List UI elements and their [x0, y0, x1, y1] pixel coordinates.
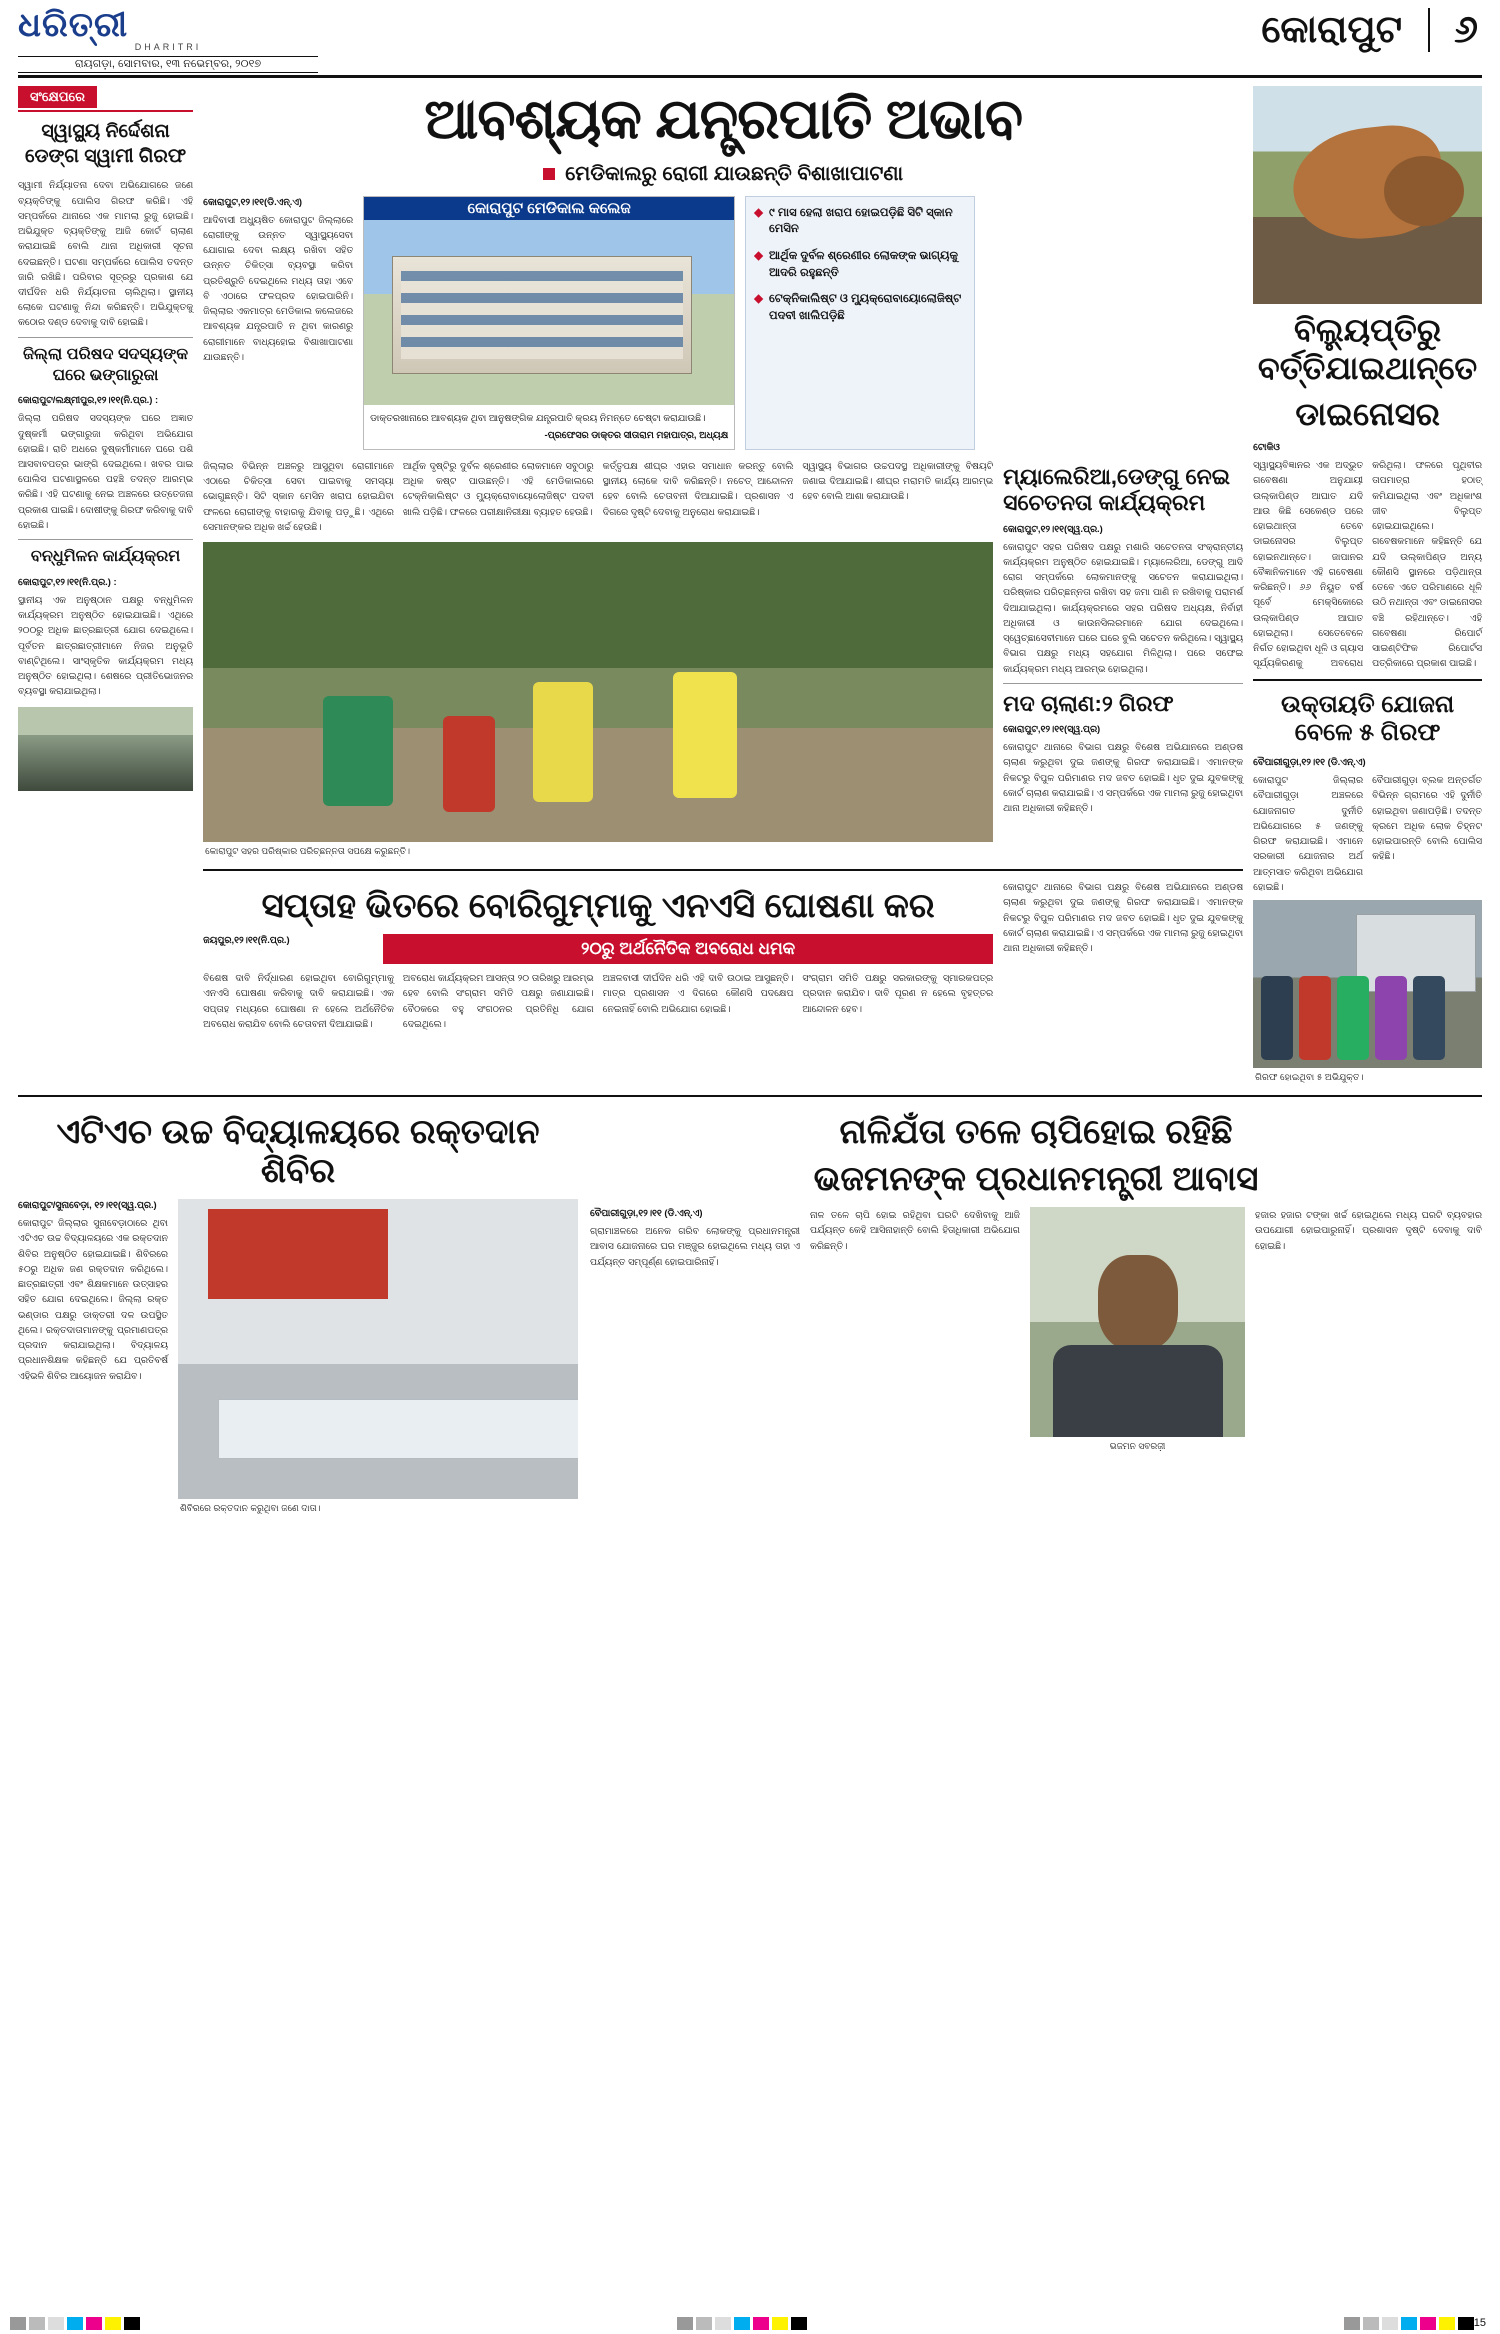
lead-row: [203, 196, 1243, 450]
ncs-story: [203, 879, 993, 1031]
malaria-dateline: କୋରାପୁଟ,୧୨।୧୧(ସ୍ୱ.ପ୍ର.): [1003, 522, 1103, 534]
color-swatch: [696, 2317, 712, 2330]
ncs-banner-row: [203, 934, 993, 964]
arrest-photo-caption: ଗିରଫ ହୋଇଥିବା ୫ ଅଭିଯୁକ୍ତ।: [1255, 1072, 1364, 1082]
photo-quote-block: [364, 405, 734, 449]
house-dateline: ବୈପାରୀଗୁଡ଼ା,୧୨।୧୧ (ଡି.ଏନ୍.ଏ): [590, 1207, 703, 1219]
color-swatch: [1439, 2317, 1455, 2330]
blood-row: [18, 1199, 578, 1518]
ncs-dateline: ଜୟପୁର,୧୨।୧୧(ନି.ପ୍ର.): [203, 934, 290, 946]
color-swatch: [677, 2317, 693, 2330]
color-swatch: [29, 2317, 45, 2330]
divider: [18, 539, 193, 540]
color-swatch: [1401, 2317, 1417, 2330]
house-text: ନାଳ ତଳେ ଚାପି ହୋଇ ରହିଥିବା ଘରଟି ଦେଖିବାକୁ ଆଜି ପର୍ଯ୍ୟନ୍ତ କେହି ଆସିନାହାନ୍ତି ବୋଲି ହିତାଧିକାରୀ ଅଭିଯୋଗ କରିଛନ୍ତି।: [810, 1209, 1020, 1251]
dino-headline-line2: ଡାଇନୋସର: [1295, 395, 1440, 432]
person-shape: [443, 716, 495, 812]
scheme-dateline: ବୈପାରୀଗୁଡ଼ା,୧୨।୧୧ (ଡି.ଏନ୍.ଏ): [1253, 756, 1366, 768]
ncs-row: [203, 879, 1243, 1031]
brief-dateline: କୋରାପୁଟ,୧୨।୧୧(ନି.ପ୍ର.) :: [18, 575, 117, 587]
key-point-text: ଆର୍ଥିକ ଦୁର୍ବଳ ଶ୍ରେଣୀର ଲୋକଙ୍କ ଭାଗ୍ୟକୁ ଆଦରି ରହୁଛନ୍ତି: [769, 250, 959, 279]
house-story: [590, 1105, 1482, 1518]
color-swatch: [1458, 2317, 1474, 2330]
color-swatch: [715, 2317, 731, 2330]
photo-quote: ଡାକ୍ତରଖାନାରେ ଆବଶ୍ୟକ ଥିବା ଆନୁଷଙ୍ଗିକ ଯନ୍ତ୍ରପାତି କ୍ରୟ ନିମନ୍ତେ ଚେଷ୍ଟା କରାଯାଉଛି।: [370, 411, 706, 423]
brief-text: ସ୍ୱାମୀ ନିର୍ଯ୍ୟାତନା ଦେବା ଅଭିଯୋଗରେ ଜଣେ ବ୍ୟକ୍ତିଙ୍କୁ ପୋଲିସ ଗିରଫ କରିଛି। ଏହି ସମ୍ପର୍କରେ ଥାନାରେ ଏକ ମାମଲା ରୁଜୁ ହୋଇଛି। ଅଭିଯୁକ୍ତ ବ୍ୟକ୍ତିଙ୍କୁ ଆଜି କୋର୍ଟ ଚାଲାଣ କରାଯାଇଛି ବୋଲି ଥାନା ଅଧିକାରୀ ସୂଚନା ଦେଇଛନ୍ତି। ଘଟଣା ସମ୍ପର୍କରେ ପୋଲିସ ତଦନ୍ତ ଜାରି ରଖିଛି। ପରିବାର ସୂତ୍ରରୁ ପ୍ରକାଶ ଯେ ଦୀର୍ଘଦିନ ଧରି ନିର୍ଯ୍ୟାତନା ଚାଲିଥିଲା। ସ୍ଥାନୀୟ ଲୋକେ ଘଟଣାକୁ ନିନ୍ଦା କରିଛନ୍ତି। ଅଭିଯୁକ୍ତକୁ କଠୋର ଦଣ୍ଡ ଦେବାକୁ ଦାବି ହୋଇଛି।: [18, 179, 194, 328]
blood-dateline: କୋରାପୁଟ/ସୁନାବେଡ଼ା, ୧୨।୧୧(ସ୍ୱ.ପ୍ର.): [18, 1199, 157, 1211]
para: ଆର୍ଥିକ ଦୃଷ୍ଟିରୁ ଦୁର୍ବଳ ଶ୍ରେଣୀର ଲୋକମାନେ ସବୁଠାରୁ ଅଧିକ କଷ୍ଟ ପାଉଛନ୍ତି। ଏହି ମେଡିକାଲରେ ଟେକ୍ନିକାଲିଷ୍ଟ ଓ ମ୍ୟୁକ୍ରୋବାୟୋଲୋଜିଷ୍ଟ ପଦବୀ ଖାଲି ପଡ଼ିଛି। ଫଳରେ ପରୀକ୍ଷାନିରୀକ୍ଷା ବ୍ୟାହତ ହେଉଛି।: [402, 459, 594, 517]
diamond-icon: ◆: [754, 206, 763, 219]
lead-subhead: ମେଡିକାଲରୁ ରୋଗୀ ଯାଉଛନ୍ତି ବିଶାଖାପାଟଣା: [565, 162, 904, 185]
blood-photo-col: [178, 1199, 578, 1518]
person-shape: [673, 672, 737, 798]
key-point-text: ଟେକ୍ନିକାଲିଷ୍ଟ ଓ ମ୍ୟୁକ୍ରୋବାୟୋଲୋଜିଷ୍ଟ ପଦବୀ ଖାଲିପଡ଼ିଛି: [769, 293, 962, 323]
masthead-logo-block: [18, 8, 318, 73]
footer-colorbar: [0, 2312, 1500, 2334]
divider: [203, 869, 1243, 871]
color-swatch: [753, 2317, 769, 2330]
house-text-col: [590, 1207, 800, 1456]
divider: [1253, 679, 1482, 681]
para: ବିଶେଷ ଦାବି ନିର୍ଦ୍ଧାରଣ ହୋଇଥିବା ବୋରିଗୁମ୍ମାକୁ ଏନଏସି ଘୋଷଣା କରିବାକୁ ଦାବି କରାଯାଇଛି। ଏକ ସପ୍ତାହ ମଧ୍ୟରେ ଘୋଷଣା ନ ହେଲେ ଅର୍ଥନୈତିକ ଅବରୋଧ କରାଯିବ ବୋଲି ଚେତାବନୀ ଦିଆଯାଇଛି।: [203, 972, 394, 1029]
para: ଜିଲ୍ଲାର ବିଭିନ୍ନ ଅଞ୍ଚଳରୁ ଆସୁଥିବା ରୋଗୀମାନେ ଏଠାରେ ଚିକିତ୍ସା ସେବା ପାଇବାକୁ ସମସ୍ୟା ଭୋଗୁଛନ୍ତି। ସିଟି ସ୍କାନ ମେସିନ ଖରାପ ହୋଇଯିବା ଫଳରେ ରୋଗୀଙ୍କୁ ବାହାରକୁ ଯିବାକୁ ପଡ଼ୁଛି। ଏଥିରେ ସେମାନଙ୍କର ଅଧିକ ଖର୍ଚ୍ଚ ହେଉଛି।: [203, 459, 394, 532]
lead-continuation-row: [203, 458, 1243, 861]
lead-continuation-text: [203, 458, 993, 534]
medical-college-photo-box: [363, 196, 735, 450]
color-swatch: [67, 2317, 83, 2330]
lead-subhead-row: [203, 163, 1243, 186]
masthead-logo-subtitle: DHARITRI: [134, 41, 202, 52]
lead-headline: ଆବଶ୍ୟକ ଯନ୍ତ୍ରପାତି ଅଭାବ: [424, 87, 1023, 150]
person-shape: [1375, 976, 1407, 1060]
footer-page-number: 15: [1473, 2317, 1486, 2329]
divider: [18, 337, 193, 338]
edition-name: କୋରାପୁଟ: [1261, 9, 1403, 51]
color-swatch: [1344, 2317, 1360, 2330]
brief-text: ଜିଲ୍ଲା ପରିଷଦ ସଦସ୍ୟଙ୍କ ଘରେ ଅଜ୍ଞାତ ଦୁଷ୍କର୍ମୀ ଭଙ୍ଗାରୁଜା କରିଥିବା ଅଭିଯୋଗ ହୋଇଛି। ରାତି ଅଧରେ ଦୁଷ୍କର୍ମୀମାନେ ଘରେ ପଶି ଆସବାବପତ୍ର ଭାଙ୍ଗି ଦେଇଥିଲେ। ଖବର ପାଇ ପୋଲିସ ଘଟଣାସ୍ଥଳରେ ପହଞ୍ଚି ତଦନ୍ତ ଆରମ୍ଭ କରିଛି। ଏହି ଘଟଣାକୁ ନେଇ ଅଞ୍ଚଳରେ ଉତ୍ତେଜନା ପ୍ରକାଶ ପାଇଛି। ଦୋଷୀଙ୍କୁ ଗିରଫ କରିବାକୁ ଦାବି ହୋଇଛି।: [18, 412, 194, 530]
key-point: [754, 291, 966, 324]
left-column: [18, 86, 193, 1087]
blood-donation-photo: [178, 1199, 578, 1499]
page-number: ୬: [1428, 8, 1478, 52]
briefs-rule: [18, 110, 193, 112]
dinosaur-photo: [1253, 86, 1482, 304]
center-side-column: [1003, 458, 1243, 861]
lead-text-column: [203, 196, 353, 450]
dino-dateline: ଟୋକିଓ: [1253, 441, 1280, 453]
center-column: [203, 86, 1243, 1087]
ncs-dateline-block: [203, 934, 373, 950]
swatches-mid: [677, 2317, 807, 2330]
edition-block: [1261, 8, 1482, 52]
color-swatch: [10, 2317, 26, 2330]
blood-photo-caption: ଶିବିରରେ ରକ୍ତଦାନ କରୁଥିବା ଜଣେ ଦାତା।: [180, 1503, 321, 1514]
photo-label: କୋରାପୁଟ ମେଡିକାଲ କଲେଜ: [364, 197, 734, 220]
cleanliness-drive-photo: [203, 542, 993, 842]
bullet-square-icon: [543, 168, 555, 180]
color-swatch: [1382, 2317, 1398, 2330]
blood-headline: ଏଟିଏଚ ଉଚ୍ଚ ବିଦ୍ୟାଳୟରେ ରକ୍ତଦାନ ଶିବିର: [56, 1113, 540, 1191]
lead-continuation: [203, 458, 993, 861]
para: ଅଞ୍ଚଳବାସୀ ଦୀର୍ଘଦିନ ଧରି ଏହି ଦାବି ଉଠାଇ ଆସୁଛନ୍ତି। ମାତ୍ର ପ୍ରଶାସନ ଏ ଦିଗରେ କୌଣସି ପଦକ୍ଷେପ ନେଇନାହିଁ ବୋଲି ଅଭିଯୋଗ ହୋଇଛି।: [602, 972, 794, 1014]
arrest-photo: [1253, 900, 1482, 1068]
blood-donation-story: [18, 1105, 578, 1518]
brief-item: [18, 120, 193, 330]
lead-text: ଆଦିବାସୀ ଅଧ୍ୟୁଷିତ କୋରାପୁଟ ଜିଲ୍ଲାରେ ରୋଗୀଙ୍କୁ ଉନ୍ନତ ସ୍ୱାସ୍ଥ୍ୟସେବା ଯୋଗାଇ ଦେବା ଲକ୍ଷ୍ୟ ରଖିବା ସହିତ ଉନ୍ନତ ଚିକିତ୍ସା ବ୍ୟବସ୍ଥା କରିବା ପ୍ରତିଶ୍ରୁତି ଦେଇଥିଲେ ମଧ୍ୟ ତାହା ଏବେ ବି ଏଠାରେ ଫଳପ୍ରଦ ହୋଇପାରିନି। ଜିଲ୍ଲାର ଏକମାତ୍ର ମେଡିକାଲ କଲେଜରେ ଆବଶ୍ୟକ ଯନ୍ତ୍ରପାତି ନ ଥିବା କାରଣରୁ ରୋଗୀମାନେ ବାଧ୍ୟହୋଇ ବିଶାଖାପାଟଣା ଯାଉଛନ୍ତି।: [203, 213, 354, 362]
poster-shape: [208, 1209, 388, 1299]
swatches-right: [1344, 2317, 1474, 2330]
house-text: ଗ୍ରାମାଞ୍ଚଳରେ ଅନେକ ଗରିବ ଲୋକଙ୍କୁ ପ୍ରଧାନମନ୍ତ୍ରୀ ଆବାସ ଯୋଜନାରେ ଘର ମଞ୍ଜୁର ହୋଇଥିଲେ ମଧ୍ୟ ତାହା ଏ ପର୍ଯ୍ୟନ୍ତ ସମ୍ପୂର୍ଣ୍ଣ ହୋଇପାରିନାହିଁ।: [590, 1225, 800, 1267]
color-swatch: [772, 2317, 788, 2330]
para: କର୍ତ୍ତୃପକ୍ଷ ଶୀଘ୍ର ଏହାର ସମାଧାନ କରନ୍ତୁ ବୋଲି ସ୍ଥାନୀୟ ଲୋକେ ଦାବି କରିଛନ୍ତି। ନଚେତ୍ ଆନ୍ଦୋଳନ ହେବ ବୋଲି ଚେତାବନୀ ଦିଆଯାଇଛି। ପ୍ରଶାସନ ଏ ଦିଗରେ ଦୃଷ୍ଟି ଦେବାକୁ ଅନୁରୋଧ କରାଯାଇଛି।: [602, 459, 794, 517]
color-swatch: [124, 2317, 140, 2330]
blood-text: କୋରାପୁଟ ଜିଲ୍ଲାର ସୁନାବେଡ଼ାଠାରେ ଥିବା ଏଟିଏଚ ଉଚ୍ଚ ବିଦ୍ୟାଳୟରେ ଏକ ରକ୍ତଦାନ ଶିବିର ଅନୁଷ୍ଠିତ ହୋଇଯାଇଛି। ଶିବିରରେ ୫୦ରୁ ଅଧିକ ଜଣ ରକ୍ତଦାନ କରିଥିଲେ। ଛାତ୍ରଛାତ୍ରୀ ଏବଂ ଶିକ୍ଷକମାନେ ଉତ୍ସାହର ସହିତ ଯୋଗ ଦେଇଥିଲେ। ଜିଲ୍ଲା ରକ୍ତ ଭଣ୍ଡାର ପକ୍ଷରୁ ଡାକ୍ତରୀ ଦଳ ଉପସ୍ଥିତ ଥିଲେ। ରକ୍ତଦାତାମାନଙ୍କୁ ପ୍ରମାଣପତ୍ର ପ୍ରଦାନ କରାଯାଇଥିଲା। ବିଦ୍ୟାଳୟ ପ୍ରଧାନଶିକ୍ଷକ କହିଛନ୍ତି ଯେ ପ୍ରତିବର୍ଷ ଏହିଭଳି ଶିବିର ଆୟୋଜନ କରାଯିବ।: [18, 1217, 168, 1381]
dino-headline-line1: ବିଲ୍ୟୁପ୍ତିରୁ ବର୍ତ୍ତିଯାଇଥାନ୍ତେ: [1257, 312, 1478, 386]
key-point-text: ୯ ମାସ ହେଲା ଖରାପ ହୋଇପଡ଼ିଛି ସିଟି ସ୍କାନ ମେସିନ: [769, 206, 953, 236]
photo-quote-signature: -ପ୍ରଫେସର ଡାକ୍ତର ସୀତାରାମ ମହାପାତ୍ର, ଅଧ୍ୟକ୍ଷ: [544, 429, 729, 441]
brief-item: [18, 345, 193, 532]
beneficiary-photo-caption: ଭଜମନ ସବରଜ଼ୀ: [1109, 1441, 1166, 1452]
building-shape: [392, 256, 692, 374]
person-torso-shape: [1053, 1345, 1223, 1437]
lead-dateline: କୋରାପୁଟ,୧୨।୧୧(ଡି.ଏନ୍.ଏ): [203, 195, 303, 207]
para: କୋରାପୁଟ ଜିଲ୍ଲାର ବୈପାରୀଗୁଡ଼ା ଅଞ୍ଚଳରେ ଯୋଜନାଗତ ଦୁର୍ନୀତି ଅଭିଯୋଗରେ ୫ ଜଣଙ୍କୁ ଗିରଫ କରାଯାଇଛି। ଏମାନେ ସରକାରୀ ଯୋଜନାର ଅର୍ଥ ଆତ୍ମସାତ କରିଥିବା ଅଭିଯୋଗ ହୋଇଛି।: [1253, 774, 1364, 892]
right-column: [1253, 86, 1482, 1087]
photo-background: [203, 542, 993, 842]
house-photo-col: [1030, 1207, 1245, 1456]
color-swatch: [105, 2317, 121, 2330]
house-headline-line2: ଭଜମନଙ୍କ ପ୍ରଧାନମନ୍ତ୍ରୀ ଆବାସ: [813, 1160, 1259, 1199]
color-swatch: [734, 2317, 750, 2330]
color-swatch: [1420, 2317, 1436, 2330]
brief-item: [18, 547, 193, 698]
color-swatch: [86, 2317, 102, 2330]
malaria-headline: ମ୍ୟାଲେରିଆ,ଡେଙ୍ଗୁ ନେଇ ସଚେତନତା କାର୍ଯ୍ୟକ୍ରମ: [1003, 463, 1231, 516]
blood-text-col: [18, 1199, 168, 1518]
masthead: [18, 0, 1482, 78]
house-text: ହଜାର ହଜାର ଟଙ୍କା ଖର୍ଚ୍ଚ ହୋଇଥିଲେ ମଧ୍ୟ ଘରଟି ବ୍ୟବହାର ଉପଯୋଗୀ ହୋଇପାରୁନାହିଁ। ପ୍ରଶାସନ ଦୃଷ୍ଟି ଦେବାକୁ ଦାବି ହୋଇଛି।: [1255, 1209, 1482, 1251]
brief-headline: ସ୍ୱାସ୍ଥ୍ୟ ନିର୍ଦ୍ଦେଶନା ଡେଙ୍ଗ ସ୍ୱାମୀ ଗିରଫ: [25, 121, 187, 167]
ncs-text: [203, 970, 993, 1031]
house-row: [590, 1207, 1482, 1456]
dino-text: ସ୍ୱାସ୍ଥ୍ୟବିଜ୍ଞାନର ଏକ ଅଦ୍ଭୁତ ଗବେଷଣା ଅନୁଯାୟୀ ଉଲ୍କାପିଣ୍ଡ ଆଘାତ ଯଦି ଆଉ କିଛି ସେକେଣ୍ଡ ପରେ ହୋଇଥାନ୍ତା ତେବେ ଡାଇନୋସର ବିଲୁପ୍ତ ହୋଇନଥାନ୍ତେ। ଜାପାନର ବୈଜ୍ଞାନିକମାନେ ଏହି ଗବେଷଣା କରିଛନ୍ତି। ୬୬ ନିୟୁତ ବର୍ଷ ପୂର୍ବେ ମେକ୍ସିକୋରେ ଉଲ୍କାପିଣ୍ଡ ଆଘାତ ହୋଇଥିଲା। ସେତେବେଳେ ନିର୍ଗତ ହୋଇଥିବା ଧୂଳି ଓ ଗ୍ୟାସ ସୂର୍ଯ୍ୟକିରଣକୁ ଅବରୋଧ କରିଥିଲା। ଫଳରେ ପୃଥିବୀର ତାପମାତ୍ରା ହଠାତ୍ କମିଯାଇଥିଲା ଏବଂ ଅଧିକାଂଶ ଜୀବ ବିଲୁପ୍ତ ହୋଇଯାଇଥିଲେ। ଗବେଷକମାନେ କହିଛନ୍ତି ଯେ ଯଦି ଉଲ୍କାପିଣ୍ଡ ଅନ୍ୟ କୌଣସି ସ୍ଥାନରେ ପଡ଼ିଥାନ୍ତା ତେବେ ଏତେ ପରିମାଣରେ ଧୂଳି ଉଠି ନଥାନ୍ତା ଏବଂ ଡାଇନୋସର ବଞ୍ଚି ରହିଥାନ୍ତେ। ଏହି ଗବେଷଣା ରିପୋର୍ଟ ସାଇଣ୍ଟିଫିକ ରିପୋର୍ଟସ ପତ୍ରିକାରେ ପ୍ରକାଶ ପାଇଛି।: [1253, 459, 1482, 669]
person-shape: [1261, 976, 1293, 1060]
photo-caption: କୋରାପୁଟ ସହର ପରିଷ୍କାର ପରିଚ୍ଛନ୍ନତା ସପକ୍ଷେ କରୁଛନ୍ତି।: [205, 846, 411, 857]
diamond-icon: ◆: [754, 250, 763, 263]
diamond-icon: ◆: [754, 293, 763, 306]
masthead-logo: ଧରିତ୍ରୀ: [18, 7, 129, 44]
brief-text: ସ୍ଥାନୀୟ ଏକ ଅନୁଷ୍ଠାନ ପକ୍ଷରୁ ବନ୍ଧୁମିଳନ କାର୍ଯ୍ୟକ୍ରମ ଅନୁଷ୍ଠିତ ହୋଇଯାଇଛି। ଏଥିରେ ୨୦୦ରୁ ଅଧିକ ଛାତ୍ରଛାତ୍ରୀ ଯୋଗ ଦେଇଥିଲେ। ପୂର୍ବତନ ଛାତ୍ରଛାତ୍ରୀମାନେ ନିଜର ଅନୁଭୂତି ବାଣ୍ଟିଥିଲେ। ସାଂସ୍କୃତିକ କାର୍ଯ୍ୟକ୍ରମ ମଧ୍ୟ ଅନୁଷ୍ଠିତ ହୋଇଥିଲା। ଶେଷରେ ପ୍ରୀତିଭୋଜନର ବ୍ୟବସ୍ଥା କରାଯାଇଥିଲା।: [18, 593, 194, 697]
brief-dateline: କୋରାପୁଟ/ଲକ୍ଷ୍ମୀପୁର,୧୨।୧୧(ନି.ପ୍ର.) :: [18, 394, 159, 406]
scheme-text: [1253, 772, 1482, 894]
person-shape: [1413, 976, 1445, 1060]
divider: [18, 1095, 1482, 1097]
malaria-text: କୋରାପୁଟ ସହର ପରିଷଦ ପକ୍ଷରୁ ମଶାରି ସଚେତନତା ସଂକ୍ରାନ୍ତୀୟ କାର୍ଯ୍ୟକ୍ରମ ଅନୁଷ୍ଠିତ ହୋଇଯାଇଛି। ମ୍ୟାଲେରିଆ, ଡେଙ୍ଗୁ ଆଦି ରୋଗ ସମ୍ପର୍କରେ ଲୋକମାନଙ୍କୁ ସଚେତନ କରାଯାଇଥିଲା। ପରିଷ୍କାର ପରିଚ୍ଛନ୍ନତା ରଖିବା ସହ ଜମା ପାଣି ନ ରଖିବାକୁ ପରାମର୍ଶ ଦିଆଯାଇଥିଲା। କାର୍ଯ୍ୟକ୍ରମରେ ସହର ପରିଷଦ ଅଧ୍ୟକ୍ଷ, ନିର୍ବାହୀ ଅଧିକାରୀ ଓ କାଉନସିଲରମାନେ ଯୋଗ ଦେଇଥିଲେ। ସ୍ୱେଚ୍ଛାସେବୀମାନେ ଘରେ ଘରେ ବୁଲି ସଚେତନ କରିଥିଲେ। ସ୍ୱାସ୍ଥ୍ୟ ବିଭାଗ ପକ୍ଷରୁ ମଧ୍ୟ ସହଯୋଗ ମିଳିଥିଲା। ପରେ ସଫେଇ କାର୍ଯ୍ୟକ୍ରମ ମଧ୍ୟ ଆରମ୍ଭ ହୋଇଥିଲା।: [1003, 540, 1244, 674]
hospital-bed-shape: [218, 1399, 578, 1459]
medical-college-photo: [364, 220, 734, 405]
ncs-side-column: [1003, 879, 1243, 1031]
masthead-place-date: ରାୟଗଡ଼ା, ସୋମବାର, ୧୩ ନଭେମ୍ବର, ୨୦୧୭: [18, 56, 318, 73]
person-shape: [1337, 976, 1369, 1060]
color-swatch: [48, 2317, 64, 2330]
ncs-banner-block: [383, 934, 993, 964]
beneficiary-photo: [1030, 1207, 1245, 1437]
briefs-tab: ସଂକ୍ଷେପରେ: [18, 86, 97, 108]
photo-sky: [18, 707, 193, 737]
house-text-col-2: [810, 1207, 1020, 1456]
para: ସଂଗ୍ରାମ ସମିତି ପକ୍ଷରୁ ସରକାରଙ୍କୁ ସ୍ମାରକପତ୍ର ପ୍ରଦାନ କରାଯିବ। ଦାବି ପୂରଣ ନ ହେଲେ ବୃହତ୍ତର ଆନ୍ଦୋଳନ ହେବ।: [802, 972, 994, 1014]
photo-crowd: [18, 735, 193, 791]
liquor-dateline: କୋରାପୁଟ,୧୨।୧୧(ସ୍ୱ.ପ୍ର): [1003, 723, 1101, 735]
key-point: [754, 205, 966, 238]
house-text-col-3: [1255, 1207, 1482, 1456]
brief-headline: ବନ୍ଧୁମିଳନ କାର୍ଯ୍ୟକ୍ରମ: [30, 548, 181, 566]
person-shape: [323, 696, 393, 806]
liquor-headline: ମଦ ଚାଲାଣ:୨ ଗିରଫ: [1003, 690, 1174, 716]
color-swatch: [791, 2317, 807, 2330]
house-headline-line1: ନାଳିଯଁତା ତଳେ ଚାପିହୋଇ ରହିଛି: [839, 1113, 1233, 1151]
ncs-banner: ୨୦ରୁ ଅର୍ଥନୈତିକ ଅବରୋଧ ଧମକ: [383, 934, 993, 964]
para: ଅବରୋଧ କାର୍ଯ୍ୟକ୍ରମ ଆସନ୍ତା ୨୦ ତାରିଖରୁ ଆରମ୍ଭ ହେବ ବୋଲି ସଂଗ୍ରାମ ସମିତି ପକ୍ଷରୁ ଜଣାଯାଇଛି। ବୈଠକରେ ବହୁ ସଂଗଠନର ପ୍ରତିନିଧି ଯୋଗ ଦେଇଥିଲେ।: [402, 972, 594, 1029]
brief-photo: [18, 707, 193, 791]
swatches-left: [10, 2317, 140, 2330]
liquor-text: କୋରାପୁଟ ଥାନାରେ ବିଭାଗ ପକ୍ଷରୁ ବିଶେଷ ଅଭିଯାନରେ ଅଣ୍ଡଷ ଚାଲାଣ କରୁଥିବା ଦୁଇ ଜଣଙ୍କୁ ଗିରଫ କରାଯାଇଛି। ଏମାନଙ୍କ ନିକଟରୁ ବିପୁଳ ପରିମାଣର ମଦ ଜବତ ହୋଇଛି। ଧୃତ ଦୁଇ ଯୁବକଙ୍କୁ କୋର୍ଟ ଚାଲାଣ କରାଯାଇଛି। ଏ ସମ୍ପର୍କରେ ଏକ ମାମଲା ରୁଜୁ ହୋଇଥିବା ଥାନା ଅଧିକାରୀ କହିଛନ୍ତି।: [1003, 741, 1244, 814]
scheme-headline: ଉକ୍ତାୟତି ଯୋଜନା ବେଳେ ୫ ଗିରଫ: [1280, 690, 1455, 747]
key-points-box: [745, 196, 975, 450]
person-head-shape: [1098, 1255, 1178, 1350]
key-point: [754, 248, 966, 281]
bottom-section: [18, 1105, 1482, 1518]
brief-headline: ଜିଲ୍ଲା ପରିଷଦ ସଦସ୍ୟଙ୍କ ଘରେ ଭଙ୍ଗାରୁଜା: [23, 345, 189, 384]
dinosaur-shape-2: [1384, 156, 1464, 226]
ncs-side-text: କୋରାପୁଟ ଥାନାରେ ବିଭାଗ ପକ୍ଷରୁ ବିଶେଷ ଅଭିଯାନରେ ଅଣ୍ଡଷ ଚାଲାଣ କରୁଥିବା ଦୁଇ ଜଣଙ୍କୁ ଗିରଫ କରାଯାଇଛି। ଏମାନଙ୍କ ନିକଟରୁ ବିପୁଳ ପରିମାଣର ମଦ ଜବତ ହୋଇଛି। ଧୃତ ଦୁଇ ଯୁବକଙ୍କୁ କୋର୍ଟ ଚାଲାଣ କରାଯାଇଛି। ଏ ସମ୍ପର୍କରେ ଏକ ମାମଲା ରୁଜୁ ହୋଇଥିବା ଥାନା ଅଧିକାରୀ କହିଛନ୍ତି।: [1003, 881, 1244, 953]
person-shape: [1299, 976, 1331, 1060]
ncs-headline: ସପ୍ତାହ ଭିତରେ ବୋରିଗୁମ୍ମାକୁ ଏନଏସି ଘୋଷଣା କର: [261, 887, 935, 926]
para: ସ୍ୱାସ୍ଥ୍ୟ ବିଭାଗର ଉଚ୍ଚପଦସ୍ଥ ଅଧିକାରୀଙ୍କୁ ବିଷୟଟି ଜଣାଇ ଦିଆଯାଇଛି। ଶୀଘ୍ର ମରାମତି କାର୍ଯ୍ୟ ଆରମ୍ଭ ହେବ ବୋଲି ଆଶା କରାଯାଉଛି।: [802, 459, 994, 502]
divider: [1003, 683, 1243, 684]
person-shape: [533, 682, 593, 802]
para: ବୈପାରୀଗୁଡ଼ା ବ୍ଲକ ଅନ୍ତର୍ଗତ ବିଭିନ୍ନ ଗ୍ରାମରେ ଏହି ଦୁର୍ନୀତି ହୋଇଥିବା ଜଣାପଡ଼ିଛି। ତଦନ୍ତ କ୍ରମେ ଅଧିକ ଲୋକ ଚିହ୍ନଟ ହୋଇପାରନ୍ତି ବୋଲି ପୋଲିସ କହିଛି।: [1372, 774, 1482, 862]
color-swatch: [1363, 2317, 1379, 2330]
